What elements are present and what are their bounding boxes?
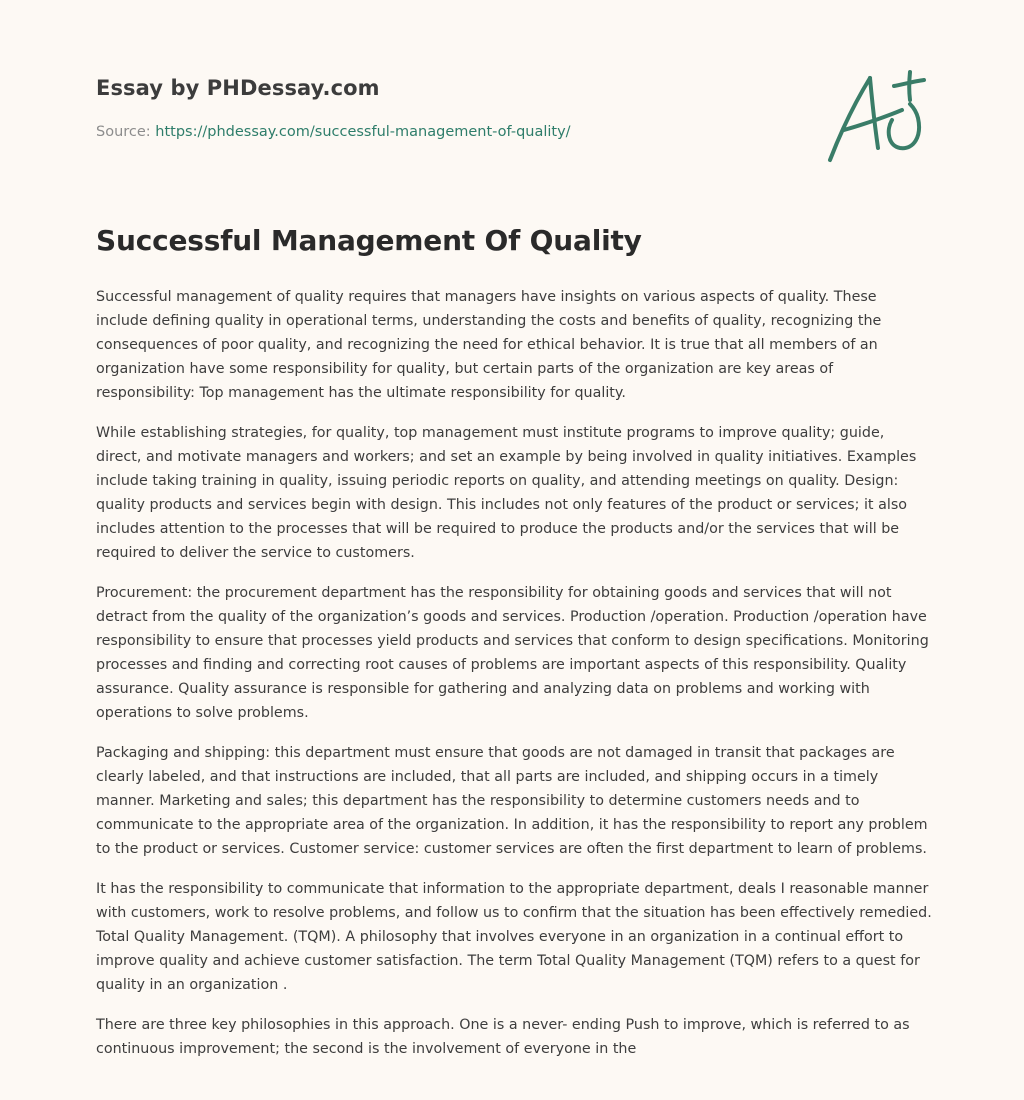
paragraph: Successful management of quality requires that managers have insights on various aspects of quality. These include defining quality in operational terms, understanding the costs and benefits of quality, recognizing the consequences of poor quality, and recognizing the need for ethical behavior. It is true that all members of an organization have some responsibility for quality, but certain parts of the organization are key areas of responsibility: Top management has the ultimate responsibility for quality. [96,289,882,401]
essay-title: Successful Management Of Quality [96,224,642,257]
paragraph: While establishing strategies, for quality, top management must institute programs to improve quality; guide, direct, and motivate managers and workers; and set an example by being involved in quality initiatives. Examples include taking training in quality, issuing periodic reports on quality, and attending meetings on quality. Design: quality products and services begin with design. This includes not only features of the product or services; it also includes attention to the processes that will be required to produce the products and/or the services that will be required to deliver the service to customers. [96,425,917,561]
paragraph: Packaging and shipping: this department must ensure that goods are not damaged in transit that packages are clearly labeled, and that instructions are included, that all parts are included, and shipping occurs in a timely manner. Marketing and sales; this department has the responsibility to determine customers needs and to communicate to the appropriate area of the organization. In addition, it has the responsibility to report any problem to the product or services. Customer service: customer services are often the first department to learn of problems. [96,745,928,857]
source-label: Source: [96,124,151,140]
site-brand: Essay by PHDessay.com [96,76,380,100]
essay-body [96,285,932,1077]
paragraph: There are three key philosophies in this approach. One is a never- ending Push to improve, which is referred to as continuous improvement; the second is the involvement of everyone in the [96,1017,910,1057]
source-link[interactable]: https://phdessay.com/successful-management-of-quality/ [155,124,571,140]
source-line [96,124,571,140]
paragraph: It has the responsibility to communicate that information to the appropriate department, deals I reasonable manner with customers, work to resolve problems, and follow us to confirm that the situation has been effectively remedied. Total Quality Management. (TQM). A philosophy that involves everyone in an organization in a continual effort to improve quality and achieve customer satisfaction. The term Total Quality Management (TQM) refers to a quest for quality in an organization . [96,881,932,993]
paragraph: Procurement: the procurement department has the responsibility for obtaining goods and services that will not detract from the quality of the organization’s goods and services. Production /operation. Production /operation have responsibility to ensure that processes yield products and services that conform to design specifications. Monitoring processes and finding and correcting root causes of problems are important aspects of this responsibility. Quality assurance. Quality assurance is responsible for gathering and analyzing data on problems and working with operations to solve problems. [96,585,929,721]
a-plus-grade-icon [824,68,928,166]
